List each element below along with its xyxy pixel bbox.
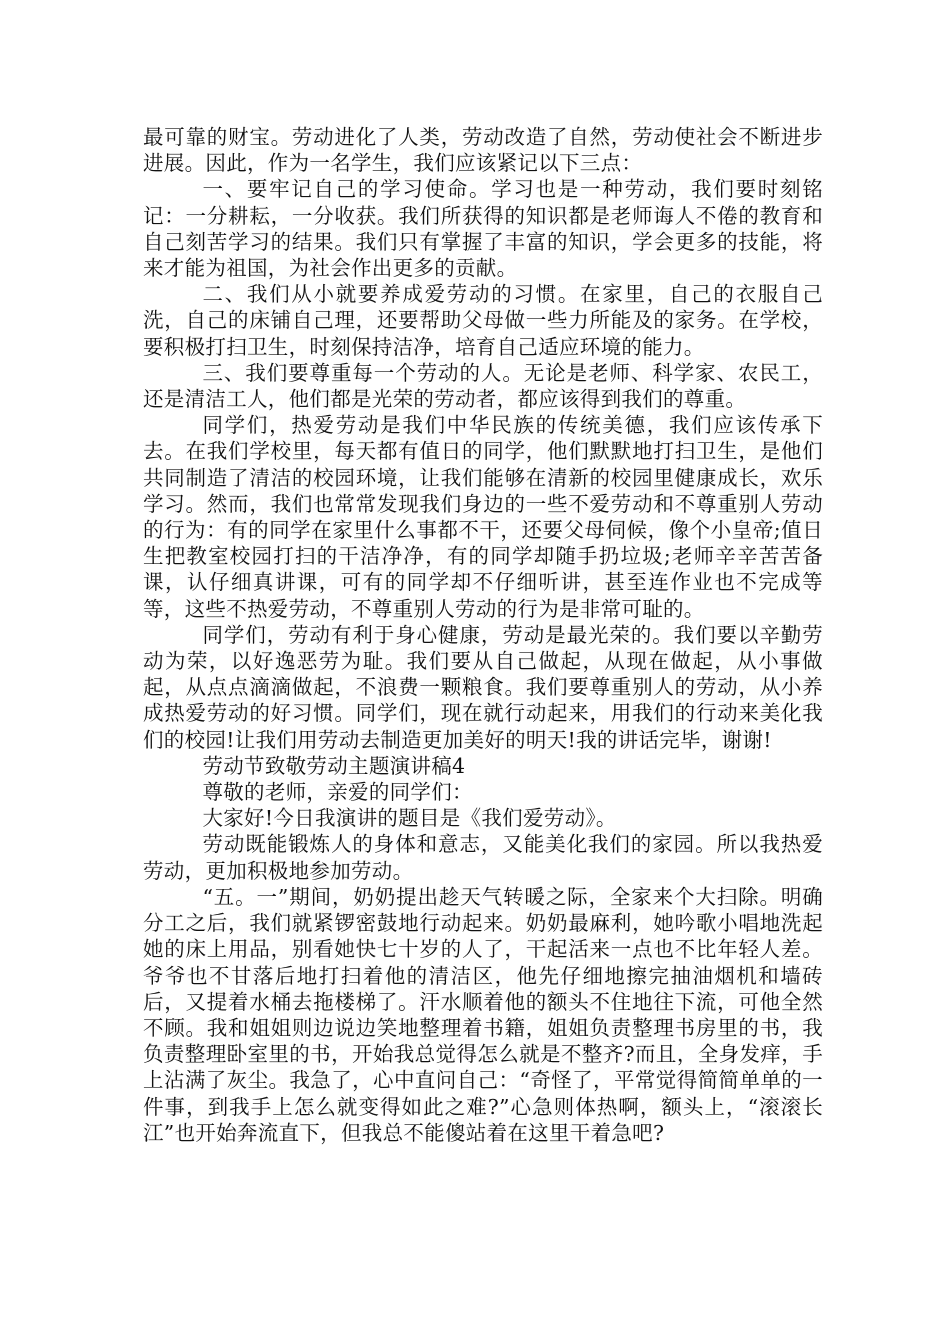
salutation: 尊敬的老师，亲爱的同学们：: [202, 780, 473, 805]
paragraph-point-two: 二、我们从小就要养成爱劳动的习惯。在家里，自己的衣服自己洗，自己的床铺自己理，还要帮助父母做一些力所能及的家务。在学校，要积极打扫卫生，时刻保持洁净，培育自己适应环境的能力。: [143, 282, 823, 359]
greeting: 大家好!今日我演讲的题目是《我们爱劳动》。: [202, 806, 617, 831]
paragraph-story: “五。一”期间，奶奶提出趁天气转暖之际，全家来个大扫除。明确分工之后，我们就紧锣密鼓地行动起来。奶奶最麻利，她吟歌小唱地洗起她的床上用品，别看她快七十岁的人了，干起活来一点也不比年轻人差。爷爷也不甘落后地打扫着他的清洁区，他先仔细地擦完抽油烟机和墙砖后，又提着水桶去拖楼梯了。汗水顺着他的额头不住地往下流，可他全然不顾。我和姐姐则边说边笑地整理着书籍，姐姐负责整理书房里的书，我负责整理卧室里的书，开始我总觉得怎么就是不整齐?而且，全身发痒，手上沾满了灰尘。我急了，心中直问自己：“奇怪了，平常觉得简简单单的一件事，到我手上怎么就变得如此之难?”心急则体热啊，额头上，“滚滚长江”也开始奔流直下，但我总不能傻站着在这里干着急吧?: [143, 884, 823, 1145]
paragraph-tradition: 同学们，热爱劳动是我们中华民族的传统美德，我们应该传承下去。在我们学校里，每天都有值日的同学，他们默默地打扫卫生，是他们共同制造了清洁的校园环境，让我们能够在清新的校园里健康成长，欢乐学习。然而，我们也常常发现我们身边的一些不爱劳动和不尊重别人劳动的行为：有的同学在家里什么事都不干，还要父母伺候，像个小皇帝;值日生把教室校园打扫的干洁净净，有的同学却随手扔垃圾;老师辛辛苦苦备课，认仔细真讲课，可有的同学却不仔细听讲，甚至连作业也不完成等等，这些不热爱劳动，不尊重别人劳动的行为是非常可耻的。: [143, 413, 823, 621]
section-title: 劳动节致敬劳动主题演讲稿4: [202, 753, 466, 778]
paragraph-point-one: 一、要牢记自己的学习使命。学习也是一种劳动，我们要时刻铭记：一分耕耘，一分收获。我们所获得的知识都是老师诲人不倦的教育和自己刻苦学习的结果。我们只有掌握了丰富的知识，学会更多的技能，将来才能为祖国，为社会作出更多的贡献。: [143, 177, 823, 281]
document-body: [143, 124, 823, 1146]
paragraph-point-three: 三、我们要尊重每一个劳动的人。无论是老师、科学家、农民工，还是清洁工人，他们都是光荣的劳动者，都应该得到我们的尊重。: [143, 360, 823, 412]
paragraph-continuation: 最可靠的财宝。劳动进化了人类，劳动改造了自然，劳动使社会不断进步进展。因此，作为一名学生，我们应该紧记以下三点：: [143, 125, 823, 176]
paragraph-intro: 劳动既能锻炼人的身体和意志，又能美化我们的家园。所以我热爱劳动，更加积极地参加劳动。: [143, 832, 823, 883]
paragraph-conclusion: 同学们，劳动有利于身心健康，劳动是最光荣的。我们要以辛勤劳动为荣，以好逸恶劳为耻。我们要从自己做起，从现在做起，从小事做起，从点点滴滴做起，不浪费一颗粮食。我们要尊重别人的劳动，从小养成热爱劳动的好习惯。同学们，现在就行动起来，用我们的行动来美化我们的校园!让我们用劳动去制造更加美好的明天!我的讲话完毕，谢谢!: [143, 622, 823, 752]
